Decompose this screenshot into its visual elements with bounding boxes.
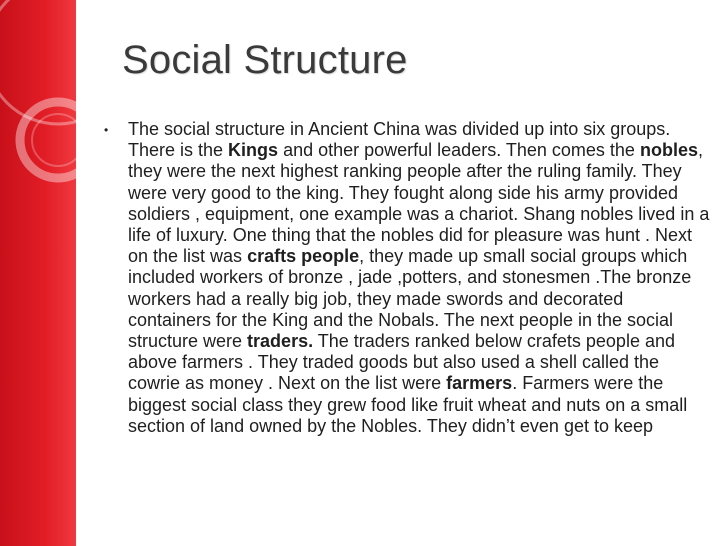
deco-ring-inner	[32, 114, 84, 166]
bold-term: farmers	[446, 373, 513, 394]
bold-term: Kings	[228, 140, 279, 161]
slide-title: Social Structure	[122, 38, 408, 82]
body-paragraph	[128, 119, 710, 437]
text-run: and other powerful leaders. Then comes the	[278, 140, 640, 161]
bold-term: traders.	[247, 331, 314, 352]
text-run: . Farmers were the biggest social class they grew food like fruit wheat and nuts on a small section of land owned by the Nobles. They didn’t even get to keep	[128, 373, 688, 436]
bold-term: nobles	[639, 140, 698, 161]
text-run: , they were the next highest ranking people after the ruling family. They were very good to the king. They fought along side his army provided soldiers , equipment, one example was a chariot. Shang nobles lived in a life of luxury. One thing that the nobles did for pleasure was hunt . Next on the list was	[128, 140, 710, 267]
text-run: The social structure in Ancient China was divided up into six groups. There is the	[128, 119, 671, 161]
text-run: The traders ranked below crafets people and above farmers . They traded goods but also used a shell called the cowrie as money . Next on the list were	[128, 331, 675, 394]
bold-term: crafts people	[247, 246, 360, 267]
decorative-circles	[0, 0, 140, 200]
text-run: , they made up small social groups which included workers of bronze , jade ,potters, and stonesmen .The bronze workers had a really big job, they made swords and decorated containers for the King and the Nobals. The next people in the social structure were	[128, 246, 692, 352]
bullet-marker: •	[104, 123, 109, 137]
